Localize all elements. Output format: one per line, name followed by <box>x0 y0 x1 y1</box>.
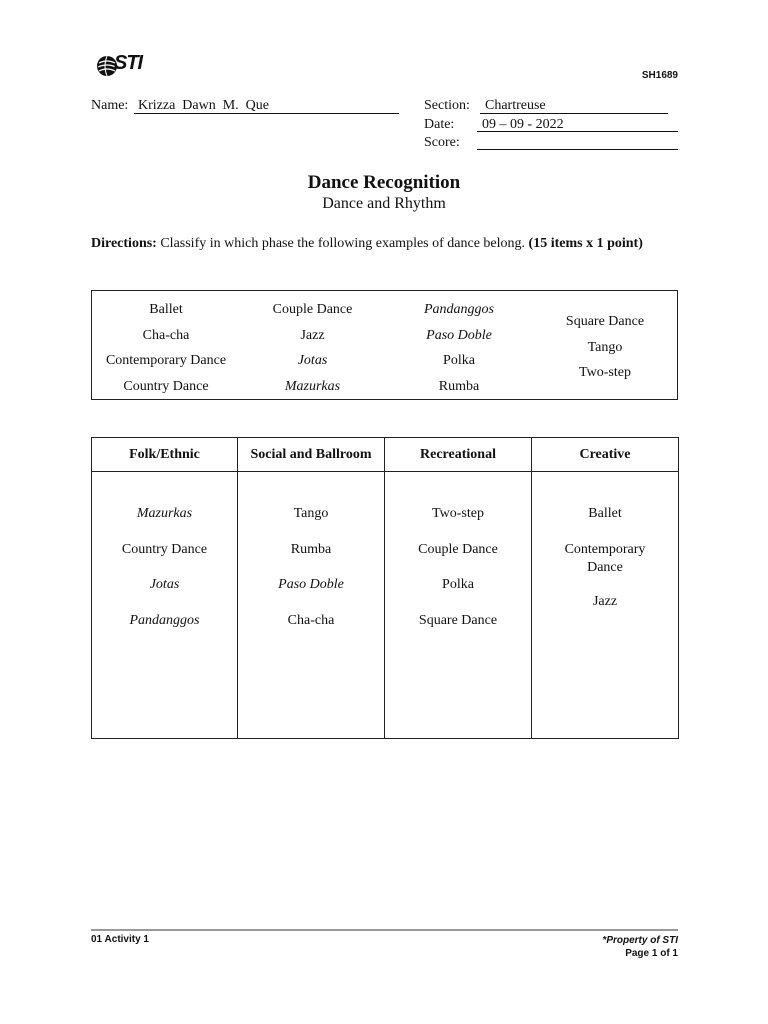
answer-item: Polka <box>442 577 474 592</box>
answer-item: Two-step <box>432 506 484 521</box>
classification-table <box>91 437 679 739</box>
sti-logo <box>96 52 156 80</box>
date-value: 09 – 09 - 2022 <box>482 117 564 132</box>
logo-text: STI <box>114 52 143 74</box>
page-title: Dance Recognition <box>307 172 461 193</box>
answer-item: Jotas <box>149 577 180 592</box>
score-label: Score: <box>424 135 460 150</box>
answer-item: Cha-cha <box>287 612 335 628</box>
directions-points: (15 items x 1 point) <box>528 236 643 251</box>
footer-property: *Property of STI <box>602 935 678 946</box>
answer-item: Square Dance <box>418 612 498 628</box>
word-item: Pandanggos <box>424 302 494 317</box>
answer-item: Jazz <box>592 593 618 609</box>
word-bank-column-4 <box>533 309 677 386</box>
answer-item: Dance <box>587 559 623 575</box>
table-row <box>92 472 679 739</box>
answer-item: Couple Dance <box>418 541 498 557</box>
document-code: SH1689 <box>641 70 678 81</box>
section-label: Section: <box>424 98 470 113</box>
answer-item: Rumba <box>290 541 332 557</box>
name-underline <box>134 113 399 114</box>
directions <box>91 236 643 252</box>
answer-item: Mazurkas <box>136 506 193 521</box>
word-item: Jazz <box>300 327 325 343</box>
word-bank-column-2 <box>240 297 385 399</box>
social-ballroom-cell <box>238 472 385 739</box>
answer-item: Country Dance <box>121 541 208 557</box>
directions-label: Directions: <box>91 236 157 251</box>
word-item: Jotas <box>297 353 328 368</box>
word-bank-column-3 <box>385 297 533 399</box>
answer-item: Ballet <box>588 506 622 521</box>
word-item: Tango <box>587 339 623 355</box>
table-header-row <box>92 438 679 472</box>
word-item: Paso Doble <box>426 327 492 343</box>
word-item: Ballet <box>149 302 183 317</box>
section-value: Chartreuse <box>485 98 546 113</box>
recreational-cell <box>385 472 532 739</box>
answer-item: Pandanggos <box>129 612 200 628</box>
name-label: Name: <box>91 98 129 113</box>
footer-activity: 01 Activity 1 <box>91 934 149 945</box>
word-item: Rumba <box>438 378 480 394</box>
answer-item: Contemporary <box>564 541 646 557</box>
folk-ethnic-cell <box>92 472 238 739</box>
header-folk-ethnic: Folk/Ethnic <box>92 438 238 472</box>
word-item: Contemporary Dance <box>105 353 227 368</box>
section-underline <box>480 113 668 114</box>
date-underline <box>477 131 678 132</box>
word-item: Cha-cha <box>142 327 190 343</box>
name-value: Krizza Dawn M. Que <box>138 98 270 113</box>
word-bank <box>91 290 678 400</box>
answer-item: Paso Doble <box>278 577 344 592</box>
footer-right <box>602 934 678 960</box>
date-label: Date: <box>424 117 455 132</box>
word-item: Mazurkas <box>284 378 341 394</box>
directions-text: Classify in which phase the following examples of dance belong. <box>156 236 529 251</box>
word-item: Two-step <box>579 365 631 380</box>
word-item: Square Dance <box>565 314 645 329</box>
word-item: Polka <box>443 353 475 368</box>
score-underline <box>477 149 678 150</box>
word-item: Couple Dance <box>272 302 353 317</box>
footer-rule <box>91 929 678 931</box>
answer-item: Tango <box>293 506 329 521</box>
creative-cell <box>532 472 679 739</box>
word-bank-column-1 <box>92 297 240 399</box>
word-item: Country Dance <box>123 378 209 394</box>
header-recreational: Recreational <box>385 438 532 472</box>
page-subtitle: Dance and Rhythm <box>322 195 446 212</box>
header-social-ballroom: Social and Ballroom <box>238 438 385 472</box>
header-creative: Creative <box>532 438 679 472</box>
footer-page-number: Page 1 of 1 <box>625 948 678 959</box>
